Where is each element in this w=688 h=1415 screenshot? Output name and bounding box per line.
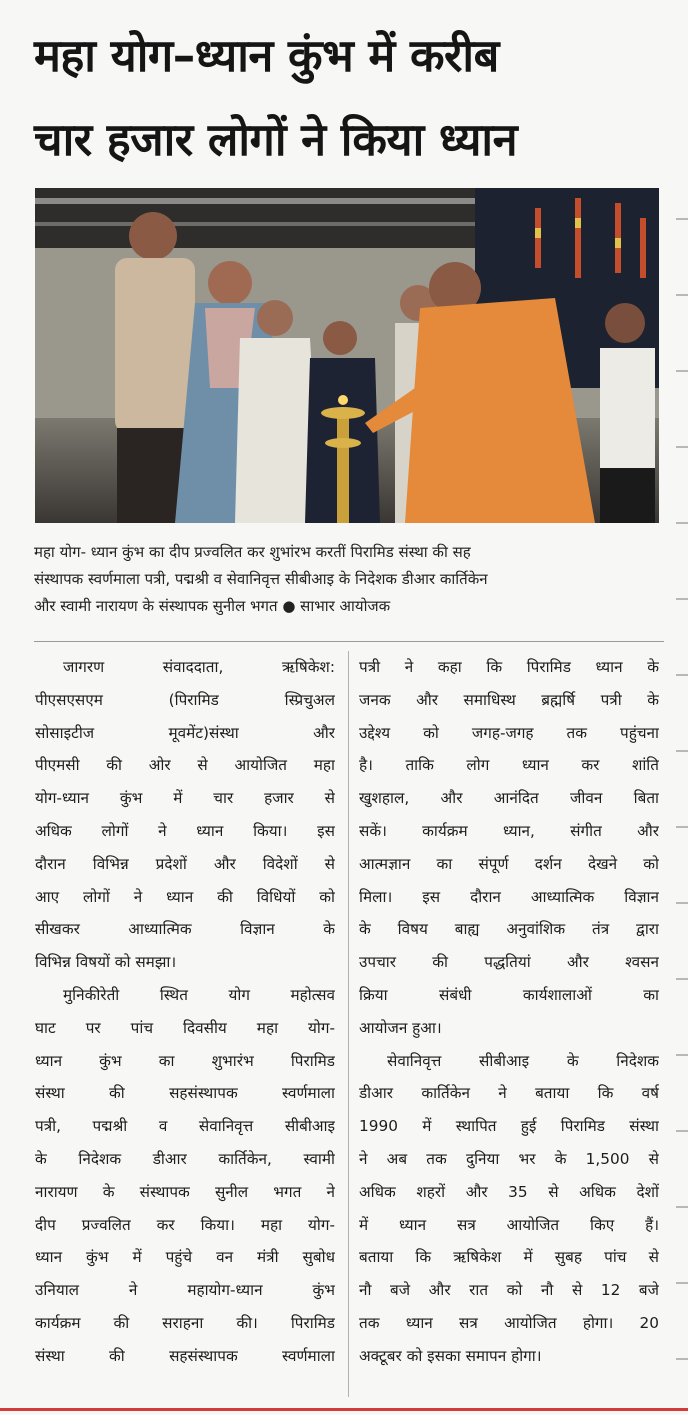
article-line: दौरान विभिन्न प्रदेशों और विदेशों से bbox=[35, 854, 335, 873]
photo-credit: ● साभार आयोजक bbox=[282, 597, 391, 615]
article-line: बताया कि ऋषिकेश में सुबह पांच से bbox=[359, 1248, 659, 1267]
article-line: में ध्यान सत्र आयोजित किए हैं। bbox=[359, 1215, 659, 1234]
headline-line-1: महा योग–ध्यान कुंभ में करीब bbox=[34, 29, 499, 82]
article-line: आत्मज्ञान का संपूर्ण दर्शन देखने को bbox=[359, 854, 659, 873]
article-line: सीखकर आध्यात्मिक विज्ञान के bbox=[35, 920, 335, 939]
article-line: संस्था की सहसंस्थापक स्वर्णमाला bbox=[35, 1084, 335, 1103]
article-line: संस्था की सहसंस्थापक स्वर्णमाला bbox=[35, 1346, 335, 1365]
article-line: उद्देश्य को जगह-जगह तक पहुंचना bbox=[359, 723, 659, 742]
article-line: उपचार की पद्धतियां और श्वसन bbox=[359, 953, 659, 972]
article-line: पत्री, पद्मश्री व सेवानिवृत्त सीबीआइ bbox=[35, 1117, 335, 1136]
article-column-left bbox=[35, 651, 335, 1373]
article-line: आए लोगों ने ध्यान की विधियों को bbox=[35, 887, 335, 906]
article-line: सकें। कार्यक्रम ध्यान, संगीत और bbox=[359, 821, 659, 840]
article-line: दीप प्रज्वलित कर किया। महा योग- bbox=[35, 1215, 335, 1234]
article-line: पीएमसी की ओर से आयोजित महा bbox=[35, 756, 335, 775]
article-line: जागरण संवाददाता, ऋषिकेश: bbox=[63, 658, 335, 676]
article-line: डीआर कार्तिकेन ने बताया कि वर्ष bbox=[359, 1084, 659, 1103]
caption-line-3-text: और स्वामी नारायण के संस्थापक सुनील भगत bbox=[34, 597, 278, 615]
article-line: सोसाइटीज मूवमेंट)संस्था और bbox=[35, 723, 335, 742]
headline-line-2: चार हजार लोगों ने किया ध्यान bbox=[34, 113, 518, 166]
article-line: ने अब तक दुनिया भर के 1,500 से bbox=[359, 1149, 659, 1168]
article-line: ध्यान कुंभ में पहुंचे वन मंत्री सुबोध bbox=[35, 1248, 335, 1267]
article-line: उनियाल ने महायोग-ध्यान कुंभ bbox=[35, 1281, 335, 1300]
article-line: आयोजन हुआ। bbox=[359, 1018, 442, 1037]
caption-divider bbox=[34, 641, 664, 642]
article-line: 1990 में स्थापित हुई पिरामिड संस्था bbox=[359, 1117, 659, 1136]
article-line: विभिन्न विषयों को समझा। bbox=[35, 953, 177, 972]
bottom-rule bbox=[0, 1408, 688, 1411]
article-line: नारायण के संस्थापक सुनील भगत ने bbox=[35, 1182, 335, 1201]
article-line: क्रिया संबंधी कार्यशालाओं का bbox=[359, 985, 659, 1004]
article-line: मिला। इस दौरान आध्यात्मिक विज्ञान bbox=[359, 887, 659, 906]
article-line: पत्री ने कहा कि पिरामिड ध्यान के bbox=[359, 658, 659, 676]
article-line: सेवानिवृत्त सीबीआइ के निदेशक bbox=[387, 1051, 659, 1070]
article-line: के विषय बाह्य अनुवांशिक तंत्र द्वारा bbox=[359, 920, 659, 939]
article-line: है। ताकि लोग ध्यान कर शांति bbox=[359, 756, 659, 775]
event-photo bbox=[35, 188, 659, 523]
lamp-lighting-scene bbox=[35, 188, 659, 523]
article-line: घाट पर पांच दिवसीय महा योग- bbox=[35, 1018, 335, 1037]
photo-caption bbox=[34, 539, 664, 620]
article-line: के निदेशक डीआर कार्तिकेन, स्वामी bbox=[35, 1149, 335, 1168]
headline bbox=[34, 14, 664, 182]
caption-line-2: संस्थापक स्वर्णमाला पत्री, पद्मश्री व सेवानिवृत्त सीबीआइ के निदेशक डीआर कार्तिकेन bbox=[34, 570, 488, 588]
article-line: अधिक शहरों और 35 से अधिक देशों bbox=[359, 1182, 659, 1201]
article-line: नौ बजे और रात को नौ से 12 बजे bbox=[359, 1281, 659, 1300]
article-line: ध्यान कुंभ का शुभारंभ पिरामिड bbox=[35, 1051, 335, 1070]
article-line: अक्टूबर को इसका समापन होगा। bbox=[359, 1346, 542, 1365]
article-column-right bbox=[359, 651, 659, 1373]
column-divider bbox=[348, 651, 349, 1397]
adjacent-article-edge bbox=[676, 180, 688, 1400]
article-line: मुनिकीरेती स्थित योग महोत्सव bbox=[63, 985, 335, 1004]
article-line: जनक और समाधिस्थ ब्रह्मर्षि पत्री के bbox=[359, 690, 659, 709]
article-line: पीएसएसएम (पिरामिड स्प्रिचुअल bbox=[35, 690, 335, 709]
article-line: कार्यक्रम की सराहना की। पिरामिड bbox=[35, 1313, 335, 1332]
article-line: योग-ध्यान कुंभ में चार हजार से bbox=[35, 789, 335, 808]
article-line: तक ध्यान सत्र आयोजित होगा। 20 bbox=[359, 1313, 659, 1332]
article-line: खुशहाल, और आनंदित जीवन बिता bbox=[359, 789, 659, 808]
caption-line-3 bbox=[34, 593, 664, 620]
article-line: अधिक लोगों ने ध्यान किया। इस bbox=[35, 821, 335, 840]
caption-line-1: महा योग- ध्यान कुंभ का दीप प्रज्वलित कर शुभांरभ करतीं पिरामिड संस्था की सह bbox=[34, 543, 471, 561]
